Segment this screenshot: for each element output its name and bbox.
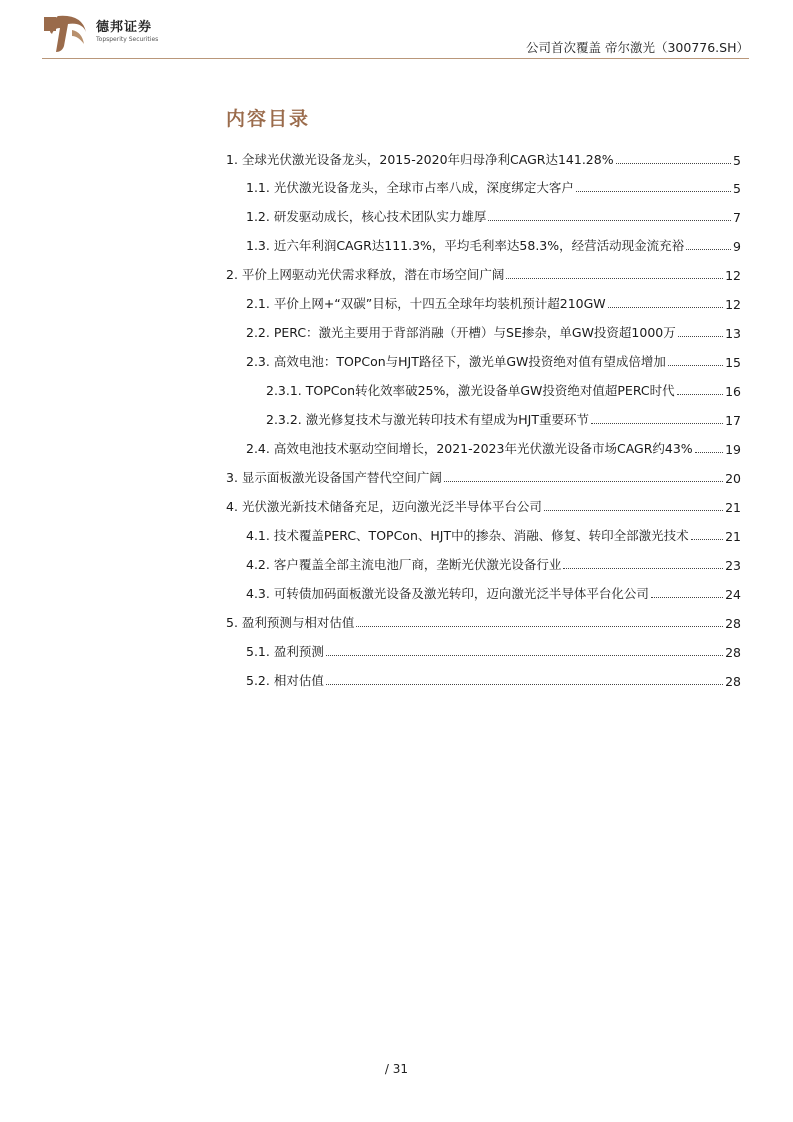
toc-leader-dots	[677, 394, 723, 395]
toc-entry-label: 2.1. 平价上网+“双碳”目标，十四五全球年均装机预计超210GW	[246, 296, 606, 311]
toc-entry-page: 13	[725, 326, 741, 341]
toc-entry-2-3-1[interactable]	[266, 379, 741, 399]
toc-entry-page: 20	[725, 471, 741, 486]
toc-leader-dots	[576, 191, 731, 192]
toc-leader-dots	[695, 452, 723, 453]
toc-entry-page: 5	[733, 153, 741, 168]
toc-entry-page: 23	[725, 558, 741, 573]
toc-entry-2-4[interactable]	[246, 437, 741, 457]
toc-entry-1[interactable]	[226, 148, 741, 168]
toc-entry-label: 2.3. 高效电池：TOPCon与HJT路径下，激光单GW投资绝对值有望成倍增加	[246, 354, 666, 369]
toc-entry-1-2[interactable]	[246, 205, 741, 225]
toc-entry-2-3[interactable]	[246, 350, 741, 370]
toc-entry-label: 2.3.1. TOPCon转化效率破25%，激光设备单GW投资绝对值超PERC时代	[266, 383, 675, 398]
toc-entry-label: 5. 盈利预测与相对估值	[226, 615, 355, 630]
report-type: 公司首次覆盖	[525, 40, 601, 55]
toc-entry-page: 28	[725, 645, 741, 660]
toc-entry-label: 4.1. 技术覆盖PERC、TOPCon、HJT中的掺杂、消融、修复、转印全部激光技术	[246, 528, 689, 543]
toc-entry-2[interactable]	[226, 263, 741, 283]
toc-entry-page: 24	[725, 587, 741, 602]
toc-entry-label: 1.1. 光伏激光设备龙头，全球市占率八成，深度绑定大客户	[246, 180, 574, 195]
toc-leader-dots	[488, 220, 731, 221]
toc-leader-dots	[678, 336, 723, 337]
toc-entry-page: 5	[733, 181, 741, 196]
toc-entry-4[interactable]	[226, 495, 741, 515]
toc-leader-dots	[591, 423, 723, 424]
toc-entry-label: 3. 显示面板激光设备国产替代空间广阔	[226, 470, 442, 485]
toc-leader-dots	[326, 684, 723, 685]
toc-leader-dots	[563, 568, 723, 569]
toc-entry-4-1[interactable]	[246, 524, 741, 544]
toc-entry-2-2[interactable]	[246, 321, 741, 341]
toc-entry-3[interactable]	[226, 466, 741, 486]
toc-entry-page: 12	[725, 268, 741, 283]
toc-entry-5-1[interactable]	[246, 640, 741, 660]
company-name: 帝尔激光（300776.SH）	[604, 40, 749, 55]
logo-text-cn: 德邦证券	[96, 20, 153, 35]
toc-leader-dots	[506, 278, 723, 279]
toc-leader-dots	[691, 539, 724, 540]
toc-entry-page: 12	[725, 297, 741, 312]
toc-leader-dots	[651, 597, 723, 598]
toc-leader-dots	[608, 307, 723, 308]
toc-entry-page: 28	[725, 616, 741, 631]
toc-entry-1-3[interactable]	[246, 234, 741, 254]
toc-leader-dots	[668, 365, 723, 366]
toc-entry-label: 5.1. 盈利预测	[246, 644, 324, 659]
toc-leader-dots	[544, 510, 723, 511]
toc-entry-label: 4.2. 客户覆盖全部主流电池厂商，垄断光伏激光设备行业	[246, 557, 562, 572]
toc-leader-dots	[444, 481, 723, 482]
toc-entry-label: 1.3. 近六年利润CAGR达111.3%，平均毛利率达58.3%，经营活动现金流充裕	[246, 238, 685, 253]
toc-entry-page: 28	[725, 674, 741, 689]
page-number: / 31	[384, 1062, 409, 1076]
toc-entry-label: 1. 全球光伏激光设备龙头，2015-2020年归母净利CAGR达141.28%	[226, 152, 614, 167]
toc-entry-label: 4. 光伏激光新技术储备充足，迈向激光泛半导体平台公司	[226, 499, 542, 514]
toc-leader-dots	[616, 163, 731, 164]
toc-entry-page: 21	[725, 529, 741, 544]
toc-entry-label: 2. 平价上网驱动光伏需求释放，潜在市场空间广阔	[226, 267, 505, 282]
toc-entry-4-2[interactable]	[246, 553, 741, 573]
toc-title: 内容目录	[226, 108, 311, 130]
toc-entry-label: 2.3.2. 激光修复技术与激光转印技术有望成为HJT重要环节	[266, 412, 589, 427]
toc-leader-dots	[326, 655, 723, 656]
toc-entry-page: 9	[733, 239, 741, 254]
toc-entry-label: 2.2. PERC：激光主要用于背部消融（开槽）与SE掺杂，单GW投资超1000万	[246, 325, 676, 340]
toc-entry-label: 4.3. 可转债加码面板激光设备及激光转印，迈向激光泛半导体平台化公司	[246, 586, 649, 601]
toc-entry-label: 1.2. 研发驱动成长，核心技术团队实力雄厚	[246, 209, 487, 224]
toc-entry-5-2[interactable]	[246, 669, 741, 689]
toc-entry-page: 15	[725, 355, 741, 370]
logo-text-en: Topsperity Securities	[96, 36, 159, 43]
toc-entry-page: 19	[725, 442, 741, 457]
toc-entry-5[interactable]	[226, 611, 741, 631]
toc-leader-dots	[356, 626, 723, 627]
toc-entry-page: 17	[725, 413, 741, 428]
toc-entry-2-1[interactable]	[246, 292, 741, 312]
toc-entry-label: 5.2. 相对估值	[246, 673, 324, 688]
toc-entry-page: 21	[725, 500, 741, 515]
toc-entry-page: 7	[733, 210, 741, 225]
toc-entry-1-1[interactable]	[246, 176, 741, 196]
toc-leader-dots	[686, 249, 731, 250]
toc-entry-label: 2.4. 高效电池技术驱动空间增长，2021-2023年光伏激光设备市场CAGR约43%	[246, 441, 693, 456]
toc-entry-4-3[interactable]	[246, 582, 741, 602]
toc-entry-2-3-2[interactable]	[266, 408, 741, 428]
toc-entry-page: 16	[725, 384, 741, 399]
